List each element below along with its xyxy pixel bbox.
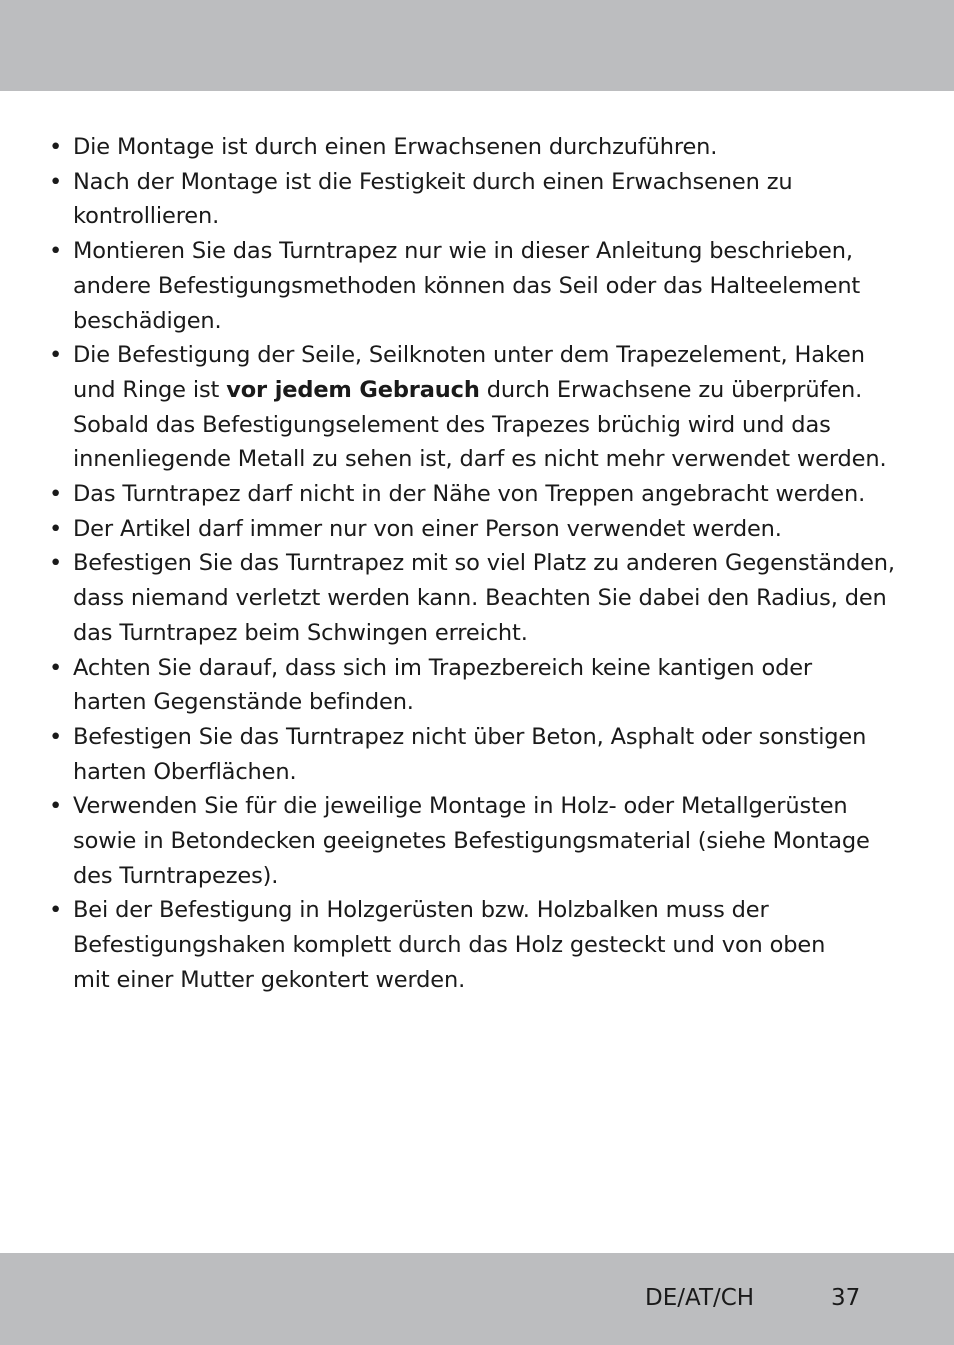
item-text: Befestigungshaken komplett durch das Holz gesteckt und von oben xyxy=(73,932,826,959)
page-number: 37 xyxy=(831,1285,861,1311)
item-text xyxy=(73,373,907,408)
item-text: Nach der Montage ist die Festigkeit durch einen Erwachsenen zu xyxy=(73,168,793,195)
safety-instructions xyxy=(47,130,907,998)
item-text: kontrollieren. xyxy=(73,203,220,230)
item-text: Die Befestigung der Seile, Seilknoten unter dem Trapezelement, Haken xyxy=(73,342,865,369)
list-item xyxy=(47,789,907,893)
bullet-icon: • xyxy=(49,134,63,160)
header-band xyxy=(0,0,954,91)
bullet-icon: • xyxy=(49,654,63,681)
list-item xyxy=(47,720,907,789)
bullet-icon: • xyxy=(49,481,63,508)
bullet-icon: • xyxy=(49,238,63,265)
item-text: Befestigen Sie das Turntrapez nicht über Beton, Asphalt oder sonstigen xyxy=(73,723,867,750)
item-text: Das Turntrapez darf nicht in der Nähe von Treppen angebracht werden. xyxy=(73,481,866,508)
item-text: Der Artikel darf immer nur von einer Person verwendet werden. xyxy=(73,515,782,542)
bullet-icon: • xyxy=(49,550,63,577)
item-text: innenliegende Metall zu sehen ist, darf es nicht mehr verwendet werden. xyxy=(73,446,887,473)
item-text: Bei der Befestigung in Holzgerüsten bzw. Holzbalken muss der xyxy=(73,897,769,924)
item-text: dass niemand verletzt werden kann. Beachten Sie dabei den Radius, den xyxy=(73,585,887,612)
bullet-icon: • xyxy=(49,897,63,924)
list-item xyxy=(47,130,907,165)
list-item xyxy=(47,165,907,234)
instruction-list xyxy=(47,130,907,998)
item-text: andere Befestigungsmethoden können das Seil oder das Halteelement xyxy=(73,272,861,299)
item-text: des Turntrapezes). xyxy=(73,862,279,889)
bullet-icon: • xyxy=(49,342,63,369)
bullet-icon: • xyxy=(49,168,63,195)
item-text: Sobald das Befestigungselement des Trapezes brüchig wird und das xyxy=(73,411,831,438)
item-text: mit einer Mutter gekontert werden. xyxy=(73,966,466,993)
bullet-icon: • xyxy=(49,723,63,750)
item-text-part: und Ringe ist xyxy=(73,376,227,403)
item-text: Befestigen Sie das Turntrapez mit so viel Platz zu anderen Gegenständen, xyxy=(73,550,895,577)
footer-region: DE/AT/CH xyxy=(645,1285,755,1311)
list-item xyxy=(47,234,907,338)
list-item xyxy=(47,512,907,547)
item-text: beschädigen. xyxy=(73,307,222,334)
item-text: Achten Sie darauf, dass sich im Trapezbereich keine kantigen oder xyxy=(73,654,813,681)
list-item xyxy=(47,651,907,720)
item-text: harten Gegenstände befinden. xyxy=(73,689,414,716)
footer-band xyxy=(0,1253,954,1345)
item-text: das Turntrapez beim Schwingen erreicht. xyxy=(73,619,528,646)
item-text-part: durch Erwachsene zu überprüfen. xyxy=(479,376,863,403)
item-text: Verwenden Sie für die jeweilige Montage in Holz- oder Metallgerüsten xyxy=(73,793,848,820)
bullet-icon: • xyxy=(49,793,63,820)
item-text: Die Montage ist durch einen Erwachsenen durchzuführen. xyxy=(73,134,718,160)
list-item xyxy=(47,477,907,512)
list-item xyxy=(47,893,907,997)
item-text: Montieren Sie das Turntrapez nur wie in dieser Anleitung beschrieben, xyxy=(73,238,853,265)
item-text: harten Oberflächen. xyxy=(73,758,297,785)
emphasis-text: vor jedem Gebrauch xyxy=(226,376,480,403)
item-text: sowie in Betondecken geeignetes Befestigungsmaterial (siehe Montage xyxy=(73,828,870,855)
bullet-icon: • xyxy=(49,515,63,542)
list-item xyxy=(47,338,907,477)
list-item xyxy=(47,546,907,650)
